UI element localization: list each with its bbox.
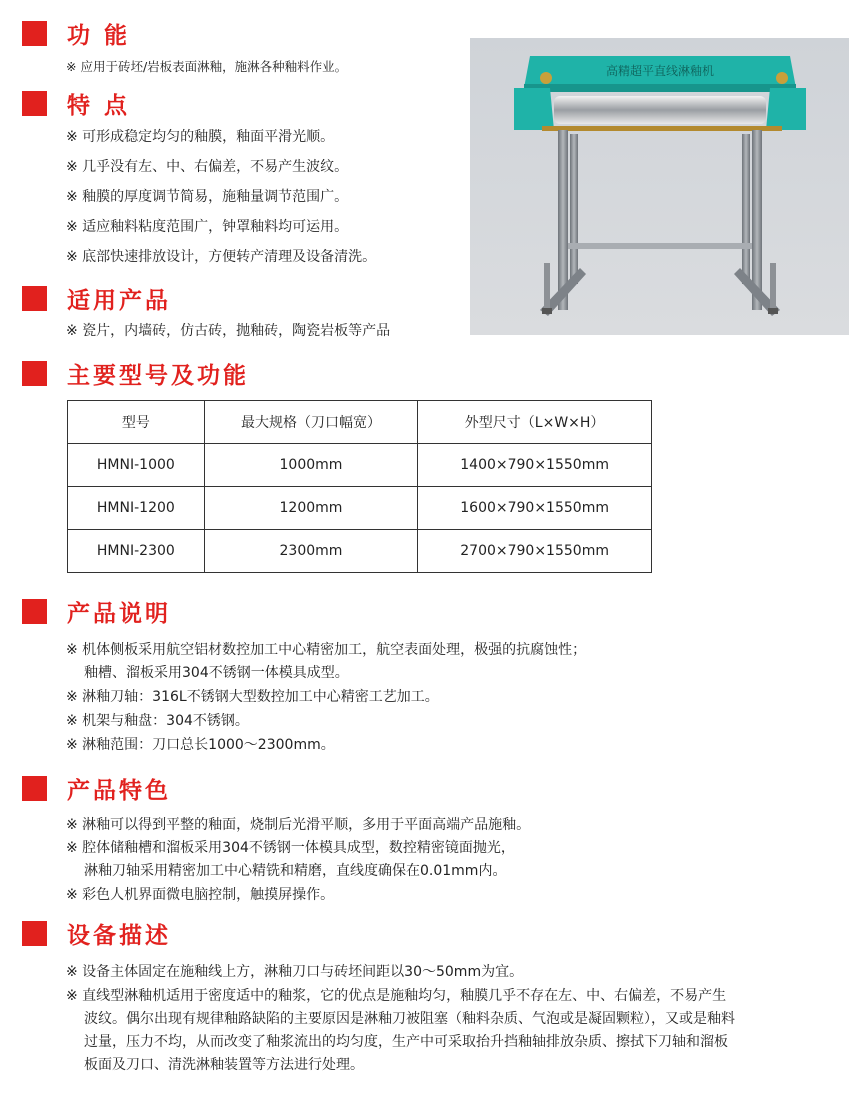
section-title-features (22, 88, 130, 118)
red-square-icon (22, 91, 47, 116)
section-heading: 产品说明 (67, 600, 171, 627)
characteristic-line: ※ 腔体储釉槽和溜板采用304不锈钢一体模具成型，数控精密镜面抛光， (66, 840, 515, 856)
description-line: ※ 淋釉刀轴：316L不锈钢大型数控加工中心精密工艺加工。 (66, 689, 439, 705)
description-line: ※ 淋釉范围：刀口总长1000～2300mm。 (66, 737, 335, 753)
feature-line: ※ 几乎没有左、中、右偏差，不易产生波纹。 (66, 159, 349, 175)
function-line: ※ 应用于砖坯/岩板表面淋釉，施淋各种釉料作业。 (66, 59, 348, 74)
table-cell: 1400×790×1550mm (418, 444, 652, 487)
red-square-icon (22, 776, 47, 801)
table-header-cell: 最大规格（刀口幅宽） (204, 401, 418, 444)
section-heading: 主要型号及功能 (67, 362, 249, 389)
section-heading: 功 能 (67, 22, 131, 49)
table-cell: 2700×790×1550mm (418, 530, 652, 573)
section-title-characteristics (22, 773, 171, 803)
products-line: ※ 瓷片，内墙砖，仿古砖，抛釉砖，陶瓷岩板等产品 (66, 323, 391, 339)
feature-line: ※ 釉膜的厚度调节简易，施釉量调节范围广。 (66, 189, 349, 205)
characteristic-line: ※ 彩色人机界面微电脑控制，触摸屏操作。 (66, 887, 335, 903)
table-cell: HMNI-1200 (68, 487, 205, 530)
table-row (68, 444, 652, 487)
red-square-icon (22, 21, 47, 46)
models-table (67, 400, 652, 573)
table-header-cell: 外型尺寸（L×W×H） (418, 401, 652, 444)
table-cell: 2300mm (204, 530, 418, 573)
red-square-icon (22, 286, 47, 311)
table-row (68, 487, 652, 530)
table-cell: 1600×790×1550mm (418, 487, 652, 530)
machine-label: 高精超平直线淋釉机 (605, 64, 715, 78)
section-title-function (22, 18, 130, 48)
description-line: 釉槽、溜板采用304不锈钢一体模具成型。 (84, 665, 349, 681)
feature-line: ※ 底部快速排放设计，方便转产清理及设备清洗。 (66, 249, 377, 265)
equipment-line: 板面及刀口、清洗淋釉装置等方法进行处理。 (84, 1057, 364, 1073)
machine-photo (470, 38, 849, 335)
section-heading: 特 点 (67, 92, 131, 119)
table-header-cell: 型号 (68, 401, 205, 444)
curtain-coater-illustration (470, 38, 849, 335)
equipment-line: 波纹。偶尔出现有规律釉路缺陷的主要原因是淋釉刀被阻塞（釉料杂质、气泡或是凝固颗粒），又或是釉料 (84, 1011, 735, 1027)
feature-line: ※ 可形成稳定均匀的釉膜，釉面平滑光顺。 (66, 129, 335, 145)
table-header-row (68, 401, 652, 444)
description-line: ※ 机架与釉盘：304不锈钢。 (66, 713, 249, 729)
equipment-line: ※ 直线型淋釉机适用于密度适中的釉浆，它的优点是施釉均匀，釉膜几乎不存在左、中、右偏差，不易产生 (66, 988, 727, 1004)
red-square-icon (22, 599, 47, 624)
description-line: ※ 机体侧板采用航空铝材数控加工中心精密加工，航空表面处理，极强的抗腐蚀性； (66, 642, 587, 658)
table-cell: 1200mm (204, 487, 418, 530)
characteristic-line: ※ 淋釉可以得到平整的釉面，烧制后光滑平顺，多用于平面高端产品施釉。 (66, 817, 531, 833)
feature-line: ※ 适应釉料粘度范围广，钟罩釉料均可运用。 (66, 219, 349, 235)
section-title-products (22, 283, 171, 313)
red-square-icon (22, 921, 47, 946)
characteristic-line: 淋釉刀轴采用精密加工中心精铣和精磨，直线度确保在0.01mm内。 (84, 863, 507, 879)
table-row (68, 530, 652, 573)
table-cell: HMNI-2300 (68, 530, 205, 573)
section-heading: 产品特色 (67, 777, 171, 804)
section-heading: 适用产品 (67, 287, 171, 314)
table-cell: HMNI-1000 (68, 444, 205, 487)
table-cell: 1000mm (204, 444, 418, 487)
equipment-line: ※ 设备主体固定在施釉线上方，淋釉刀口与砖坯间距以30～50mm为宜。 (66, 964, 524, 980)
section-title-equipment (22, 918, 171, 948)
red-square-icon (22, 361, 47, 386)
section-title-models (22, 358, 249, 388)
section-title-description (22, 596, 171, 626)
equipment-line: 过量，压力不均，从而改变了釉浆流出的均匀度，生产中可采取抬升挡釉轴排放杂质、擦拭下刀轴和溜板 (84, 1034, 728, 1050)
section-heading: 设备描述 (67, 922, 171, 949)
